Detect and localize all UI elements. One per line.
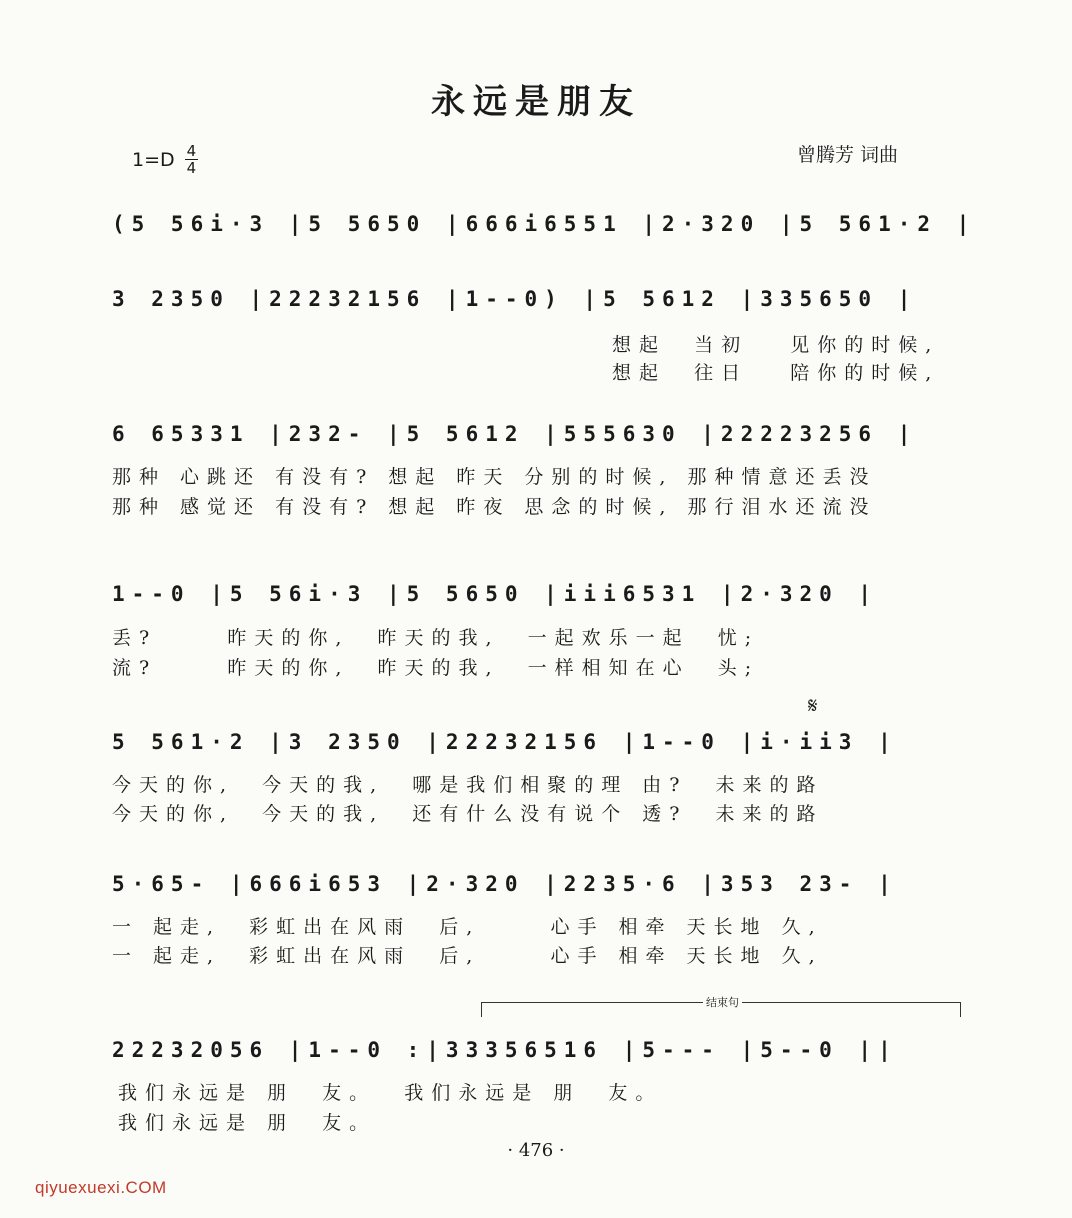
notation-line: 22232056 |1--0 :|33356516 |5--- |5--0 || xyxy=(112,1038,898,1062)
lyric-line: 流? 昨天的你, 昨天的我, 一样相知在心 头; xyxy=(112,657,760,679)
time-signature xyxy=(185,143,199,176)
key-signature xyxy=(132,143,198,176)
notation-line: 6 65331 |232- |5 5612 |555630 |22223256 | xyxy=(112,422,918,446)
notation-line: 3 2350 |22232156 |1--0) |5 5612 |335650 | xyxy=(112,287,918,311)
lyric-line: 想起 当初 见你的时候, xyxy=(612,334,940,356)
site-watermark: qiyuexuexi.COM xyxy=(35,1178,167,1197)
lyric-line: 一 起走, 彩虹出在风雨 后, 心手 相牵 天长地 久, xyxy=(112,916,823,938)
segno-icon: 𝄋 xyxy=(808,694,818,719)
time-beats: 4 xyxy=(186,142,197,160)
lyric-line: 那种 心跳还 有没有? 想起 昨天 分别的时候, 那种情意还丢没 xyxy=(112,466,877,488)
notation-line: 1--0 |5 56i·3 |5 5650 |iii6531 |2·320 | xyxy=(112,582,879,606)
lyric-line: 今天的你, 今天的我, 哪是我们相聚的理 由? 未来的路 xyxy=(112,774,824,796)
lyric-line: 想起 往日 陪你的时候, xyxy=(612,362,940,384)
author-credit: 曾腾芳 词曲 xyxy=(797,144,899,166)
time-unit: 4 xyxy=(186,159,197,177)
lyric-line: 我们永远是 朋 友。 我们永远是 朋 友。 xyxy=(118,1082,663,1104)
lyric-line: 一 起走, 彩虹出在风雨 后, 心手 相牵 天长地 久, xyxy=(112,945,823,967)
song-title: 永远是朋友 xyxy=(431,82,641,122)
page-number: · 476 · xyxy=(507,1140,565,1161)
notation-line: (5 56i·3 |5 5650 |666i6551 |2·320 |5 561·2 | xyxy=(112,212,977,236)
notation-line: 5·65- |666i653 |2·320 |2235·6 |353 23- | xyxy=(112,872,898,896)
lyric-line: 丢? 昨天的你, 昨天的我, 一起欢乐一起 忧; xyxy=(112,627,760,649)
key-prefix: 1=D xyxy=(132,148,175,171)
lyric-line: 那种 感觉还 有没有? 想起 昨夜 思念的时候, 那行泪水还流没 xyxy=(112,496,877,518)
lyric-line: 今天的你, 今天的我, 还有什么没有说个 透? 未来的路 xyxy=(112,803,824,825)
lyric-line: 我们永远是 朋 友。 xyxy=(118,1112,377,1134)
notation-line: 5 561·2 |3 2350 |22232156 |1--0 |i·ii3 | xyxy=(112,730,898,754)
ending-label: 结束句 xyxy=(703,994,742,1010)
